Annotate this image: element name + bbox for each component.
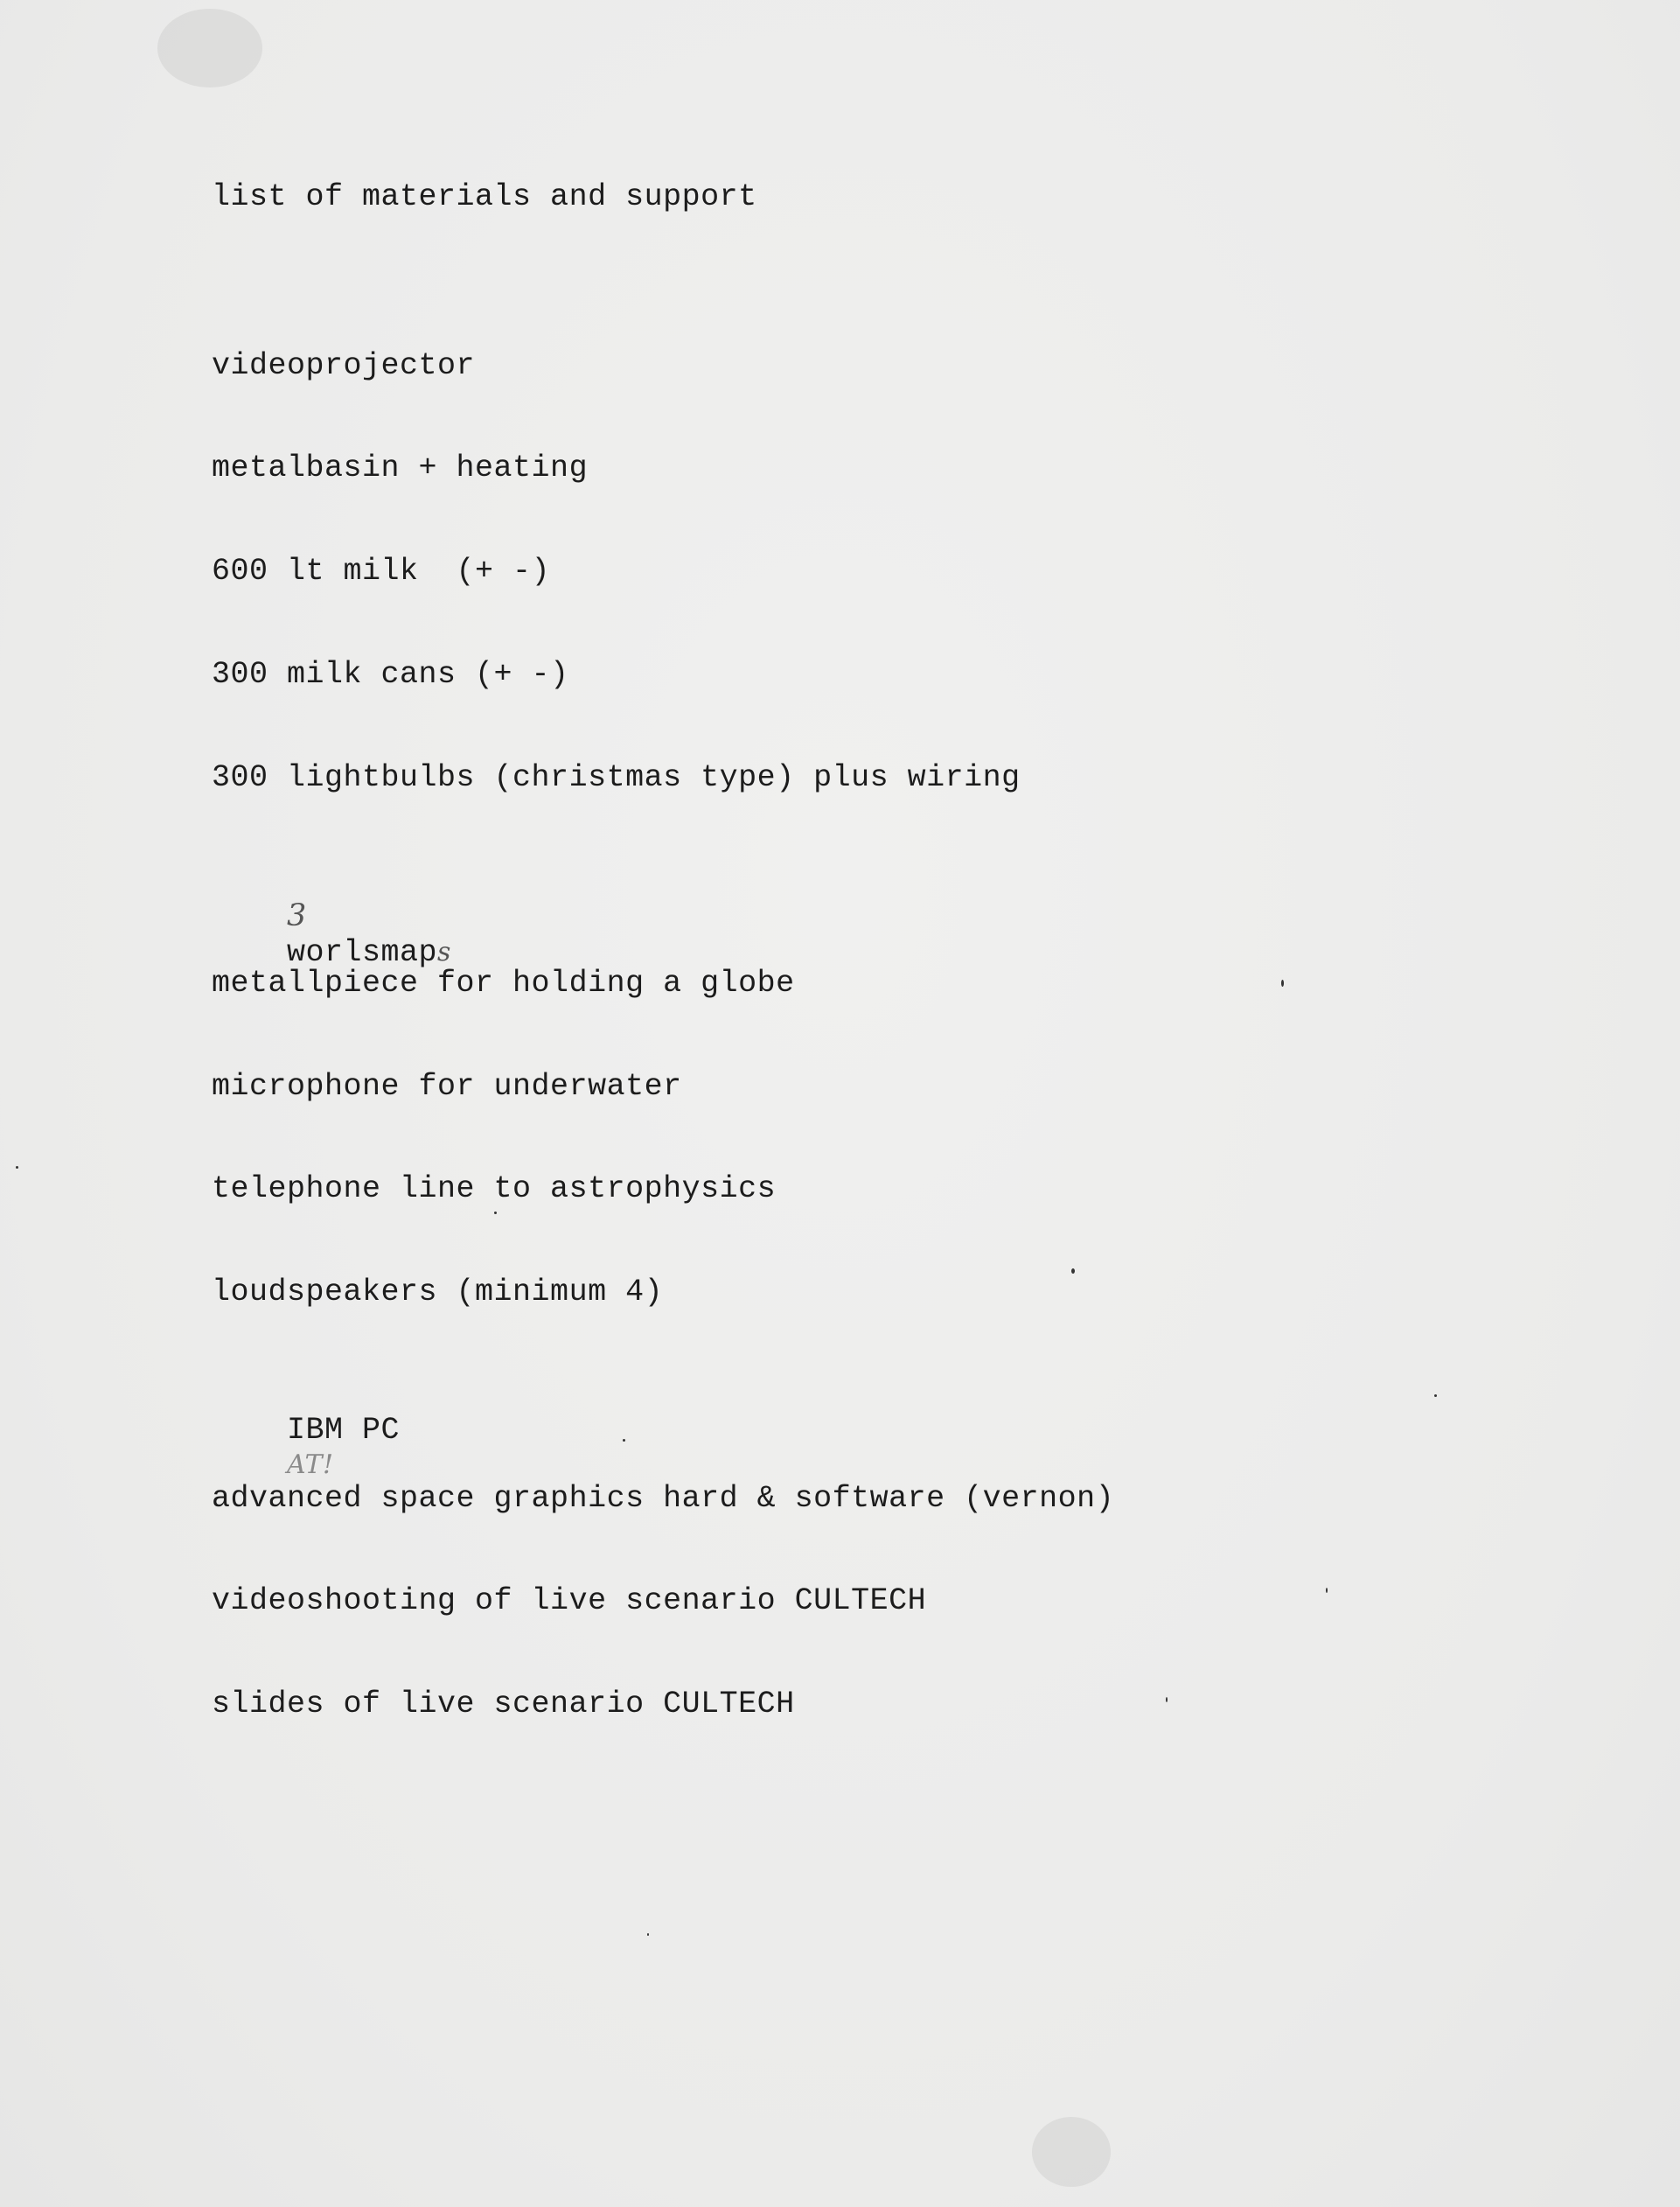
document-title: list of materials and support xyxy=(212,179,757,214)
ink-speck xyxy=(623,1439,625,1442)
ink-speck xyxy=(16,1166,18,1169)
list-item: metalbasin + heating xyxy=(212,450,589,485)
list-item: telephone line to astrophysics xyxy=(212,1171,777,1206)
list-item: metallpiece for holding a globe xyxy=(212,966,795,1001)
ink-speck xyxy=(647,1933,649,1936)
paper-smudge xyxy=(157,9,262,87)
ink-speck xyxy=(494,1212,497,1214)
ink-speck xyxy=(1166,1697,1168,1702)
handwritten-number: 3 xyxy=(287,898,307,933)
list-item: loudspeakers (minimum 4) xyxy=(212,1275,664,1310)
list-item: 300 lightbulbs (christmas type) plus wiring xyxy=(212,760,1021,795)
list-item: slides of live scenario CULTECH xyxy=(212,1687,795,1722)
ink-speck xyxy=(1071,1268,1075,1274)
paper-smudge xyxy=(1032,2117,1111,2187)
ink-speck xyxy=(1326,1588,1328,1593)
ink-speck xyxy=(1281,980,1284,987)
ink-speck xyxy=(1434,1394,1437,1397)
list-item: videoshooting of live scenario CULTECH xyxy=(212,1583,927,1618)
list-item: 600 lt milk (+ -) xyxy=(212,554,551,589)
typed-ibm-pc: IBM PC xyxy=(287,1413,401,1448)
list-item: microphone for underwater xyxy=(212,1069,682,1104)
list-item: advanced space graphics hard & software (vernon) xyxy=(212,1481,1115,1516)
handwritten-note: AT! xyxy=(287,1449,334,1480)
list-item: videoprojector xyxy=(212,348,476,383)
handwritten-suffix: s xyxy=(437,937,451,967)
list-item: 300 milk cans (+ -) xyxy=(212,657,569,692)
typed-worldmaps: worlsmap xyxy=(287,935,438,970)
